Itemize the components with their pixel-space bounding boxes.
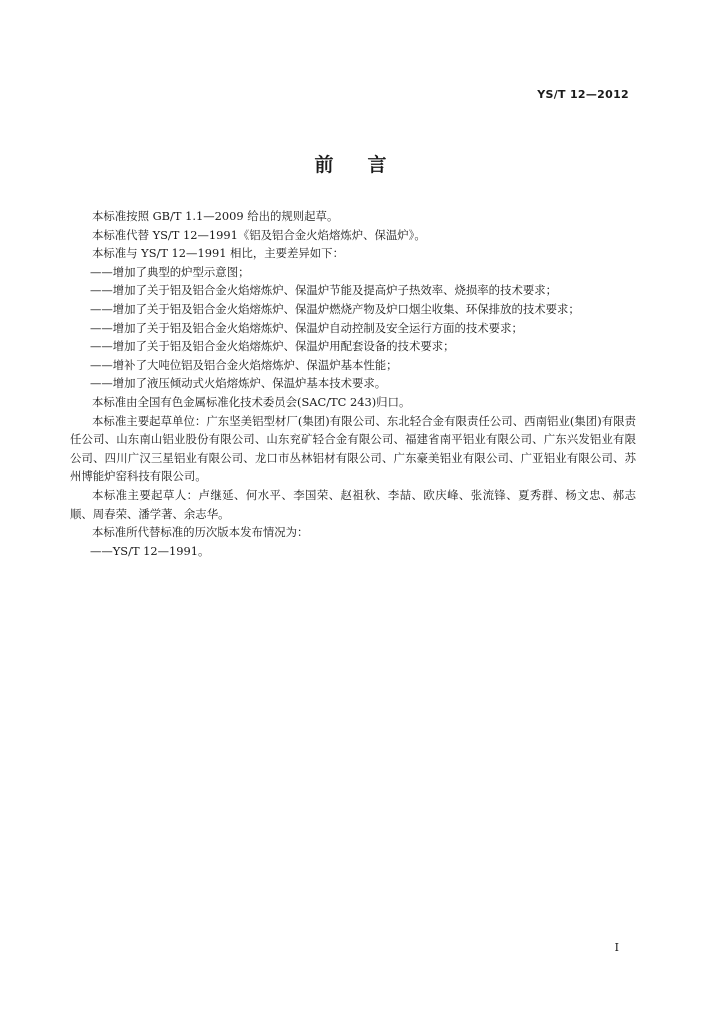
difference-item: ——增加了关于铝及铝合金火焰熔炼炉、保温炉自动控制及安全运行方面的技术要求；	[90, 320, 523, 335]
responsible-committee-paragraph: 本标准由全国有色金属标准化技术委员会(SAC/TC 243)归口。	[92, 394, 411, 409]
drafting-rules-paragraph: 本标准按照 GB/T 1.1—2009 给出的规则起草。	[92, 209, 339, 223]
replacement-paragraph: 本标准代替 YS/T 12—1991《铝及铝合金火焰熔炼炉、保温炉》。	[92, 227, 426, 242]
drafters-paragraph: 本标准主要起草人：卢继延、何水平、李国荣、赵祖秋、李喆、欧庆峰、张流锋、夏秀群、杨文忠、郝志顺、周春荣、潘学著、余志华。	[70, 487, 636, 521]
difference-item: ——增补了大吨位铝及铝合金火焰熔炼炉、保温炉基本性能；	[90, 357, 398, 372]
difference-item: ——增加了典型的炉型示意图；	[90, 264, 250, 279]
difference-item: ——增加了关于铝及铝合金火焰熔炼炉、保温炉节能及提高炉子热效率、烧损率的技术要求；	[90, 283, 558, 298]
foreword-body	[70, 207, 636, 560]
standard-code: YS/T 12—2012	[537, 88, 629, 101]
difference-item: ——增加了关于铝及铝合金火焰熔炼炉、保温炉燃烧产物及炉口烟尘收集、环保排放的技术要求；	[90, 301, 580, 316]
page-number: I	[614, 941, 619, 954]
difference-item: ——增加了关于铝及铝合金火焰熔炼炉、保温炉用配套设备的技术要求；	[90, 339, 455, 354]
history-item: ——YS/T 12—1991。	[90, 543, 210, 558]
difference-item: ——增加了液压倾动式火焰熔炼炉、保温炉基本技术要求。	[90, 376, 387, 391]
page-title: 前言	[314, 154, 421, 176]
differences-intro-paragraph: 本标准与 YS/T 12—1991 相比，主要差异如下：	[92, 246, 344, 261]
drafting-organizations-paragraph: 本标准主要起草单位：广东坚美铝型材厂(集团)有限公司、东北轻合金有限责任公司、西南铝业(集团)有限责任公司、山东南山铝业股份有限公司、山东兖矿轻合金有限公司、福建省南平铝业有限公司、广东兴发铝业有限公司、四川广汉三星铝业有限公司、龙口市丛林铝材有限公司、广东豪美铝业有限公司、广亚铝业有限公司、苏州博能炉窑科技有限公司。	[70, 413, 636, 484]
history-intro-paragraph: 本标准所代替标准的历次版本发布情况为：	[92, 525, 309, 540]
